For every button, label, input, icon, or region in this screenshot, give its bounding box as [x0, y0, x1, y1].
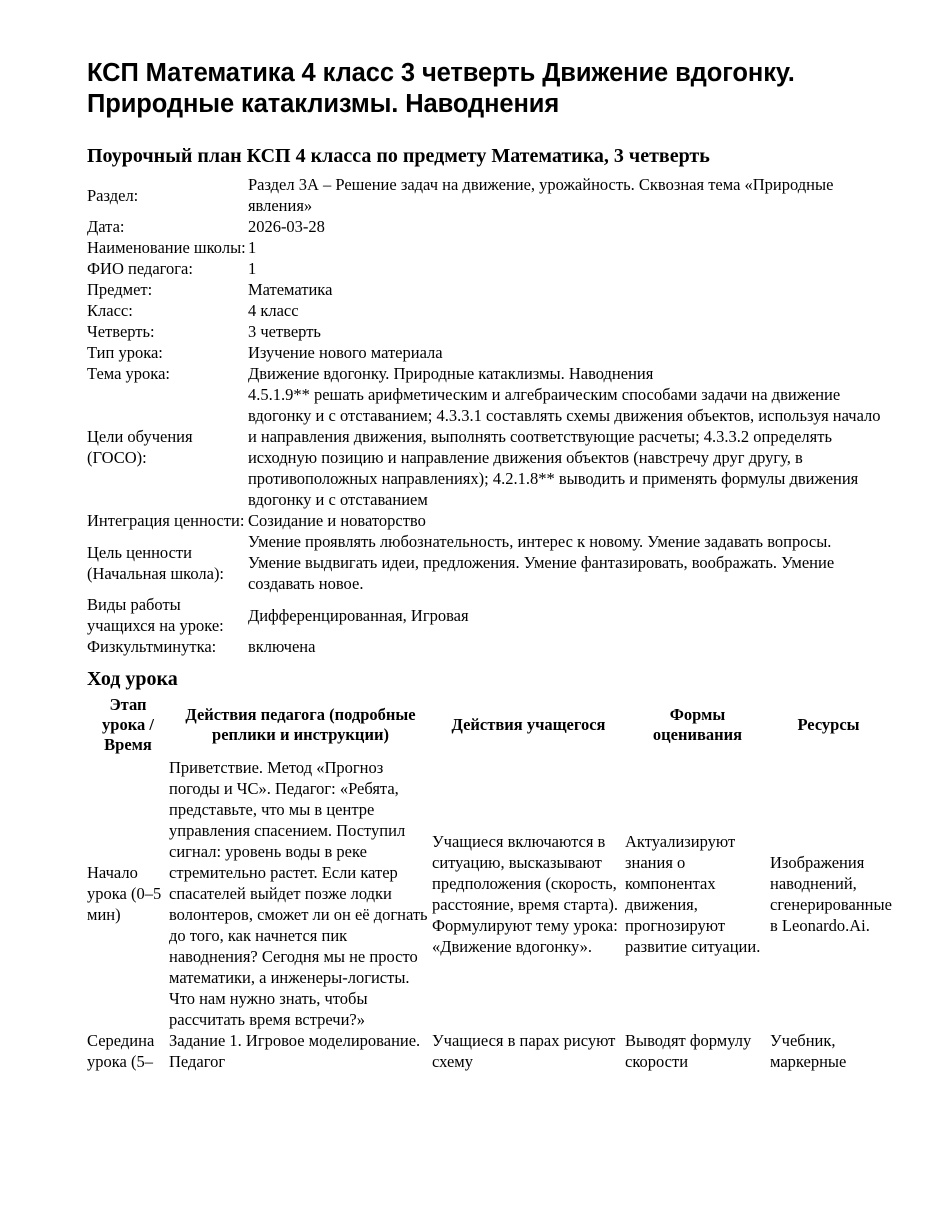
meta-row — [87, 174, 887, 216]
meta-row — [87, 384, 887, 510]
meta-row — [87, 342, 887, 363]
meta-row — [87, 531, 887, 594]
meta-value: 3 четверть — [247, 322, 321, 341]
meta-key: Физкультминутка: — [87, 637, 217, 656]
meta-key: Наименование школы: — [87, 238, 246, 257]
meta-value: 1 — [247, 259, 257, 278]
lesson-heading: Ход урока — [87, 668, 178, 690]
cell-stage: Начало урока (0–5 мин) — [87, 863, 162, 924]
meta-key: Виды работы учащихся на уроке: — [87, 595, 224, 635]
plan-subtitle: Поурочный план КСП 4 класса по предмету Математика, 3 четверть — [87, 145, 710, 167]
meta-value: Дифференцированная, Игровая — [247, 605, 469, 625]
header-resources: Ресурсы — [797, 715, 860, 734]
meta-row — [87, 594, 887, 636]
lesson-table-header-row — [87, 693, 887, 757]
meta-key: Раздел: — [87, 185, 139, 205]
cell-resources: Учебник, маркерные — [770, 1031, 847, 1071]
meta-key: Тема урока: — [87, 364, 170, 383]
document-page — [87, 58, 892, 1072]
lesson-table — [87, 693, 892, 1072]
meta-value: Раздел 3А – Решение задач на движение, урожайность. Сквозная тема «Природные явления» — [247, 175, 834, 215]
meta-key: Цели обучения (ГОСО): — [87, 427, 193, 467]
meta-key: ФИО педагога: — [87, 259, 193, 278]
meta-row — [87, 321, 887, 342]
header-teacher-actions: Действия педагога (подробные реплики и инструкции) — [185, 705, 416, 744]
meta-value: 4 класс — [247, 301, 299, 320]
meta-value: Изучение нового материала — [247, 343, 443, 362]
meta-row — [87, 279, 887, 300]
meta-key: Дата: — [87, 217, 125, 236]
meta-value: включена — [247, 637, 316, 656]
cell-resources: Изображения наводнений, сгенерированные в Leonardo.Ai. — [770, 852, 892, 935]
plan-meta-table — [87, 174, 887, 657]
meta-row — [87, 300, 887, 321]
meta-key: Интеграция ценности: — [87, 511, 245, 530]
page-title: КСП Математика 4 класс 3 четверть Движение вдогонку. Природные катаклизмы. Наводнения — [87, 59, 795, 118]
meta-value: Умение проявлять любознательность, интерес к новому. Умение задавать вопросы. Умение выдвигать идеи, предложения. Умение фантазировать, воображать. Умение создавать новое. — [247, 532, 835, 593]
cell-student-actions: Учащиеся включаются в ситуацию, высказывают предположения (скорость, расстояние, время старта). Формулируют тему урока: «Движение вдогонку». — [432, 831, 618, 956]
cell-student-actions: Учащиеся в парах рисуют схему — [432, 1031, 616, 1071]
meta-key: Класс: — [87, 301, 133, 320]
table-row — [87, 757, 887, 1030]
meta-row — [87, 510, 887, 531]
meta-row — [87, 237, 887, 258]
meta-row — [87, 258, 887, 279]
cell-teacher-actions: Задание 1. Игровое моделирование. Педагог — [169, 1031, 421, 1071]
meta-key: Тип урока: — [87, 343, 163, 362]
meta-value: 2026-03-28 — [247, 217, 325, 236]
table-row — [87, 1030, 887, 1072]
cell-stage: Середина урока (5– — [87, 1031, 155, 1071]
meta-row — [87, 363, 887, 384]
meta-value: Математика — [247, 280, 333, 299]
meta-value: 1 — [247, 238, 257, 257]
cell-assessment: Выводят формулу скорости — [625, 1031, 752, 1071]
header-student-actions: Действия учащегося — [451, 715, 606, 734]
cell-teacher-actions: Приветствие. Метод «Прогноз погоды и ЧС». Педагог: «Ребята, представьте, что мы в центре управления спасением. Поступил сигнал: уровень воды в реке стремительно растет. Если катер спасателей выйдет позже лодки волонтеров, сможет ли он её догнать до того, как начнется пик наводнения? Сегодня мы не просто математики, а инженеры-логисты. Что нам нужно знать, чтобы рассчитать время встречи?» — [169, 758, 428, 1029]
meta-value: Созидание и новаторство — [247, 511, 426, 530]
header-assessment: Формы оценивания — [652, 705, 743, 744]
meta-key: Четверть: — [87, 322, 155, 341]
meta-value: 4.5.1.9** решать арифметическим и алгебраическим способами задачи на движение вдогонку и с отставанием; 4.3.3.1 составлять схемы движения объектов, используя начало и направления движения, выполнять соответствующие расчеты; 4.3.3.2 определять исходную позицию и направление движения объектов (навстречу друг другу, в противоположных направлениях); 4.2.1.8** выводить и применять формулы движения вдогонку и с отставанием — [247, 385, 881, 509]
meta-value: Движение вдогонку. Природные катаклизмы. Наводнения — [247, 364, 654, 383]
meta-row — [87, 636, 887, 657]
cell-assessment: Актуализируют знания о компонентах движения, прогнозируют развитие ситуации. — [625, 831, 761, 956]
meta-key: Цель ценности (Начальная школа): — [87, 542, 225, 583]
meta-key: Предмет: — [87, 280, 153, 299]
header-stage: Этап урока / Время — [102, 695, 154, 754]
meta-row — [87, 216, 887, 237]
